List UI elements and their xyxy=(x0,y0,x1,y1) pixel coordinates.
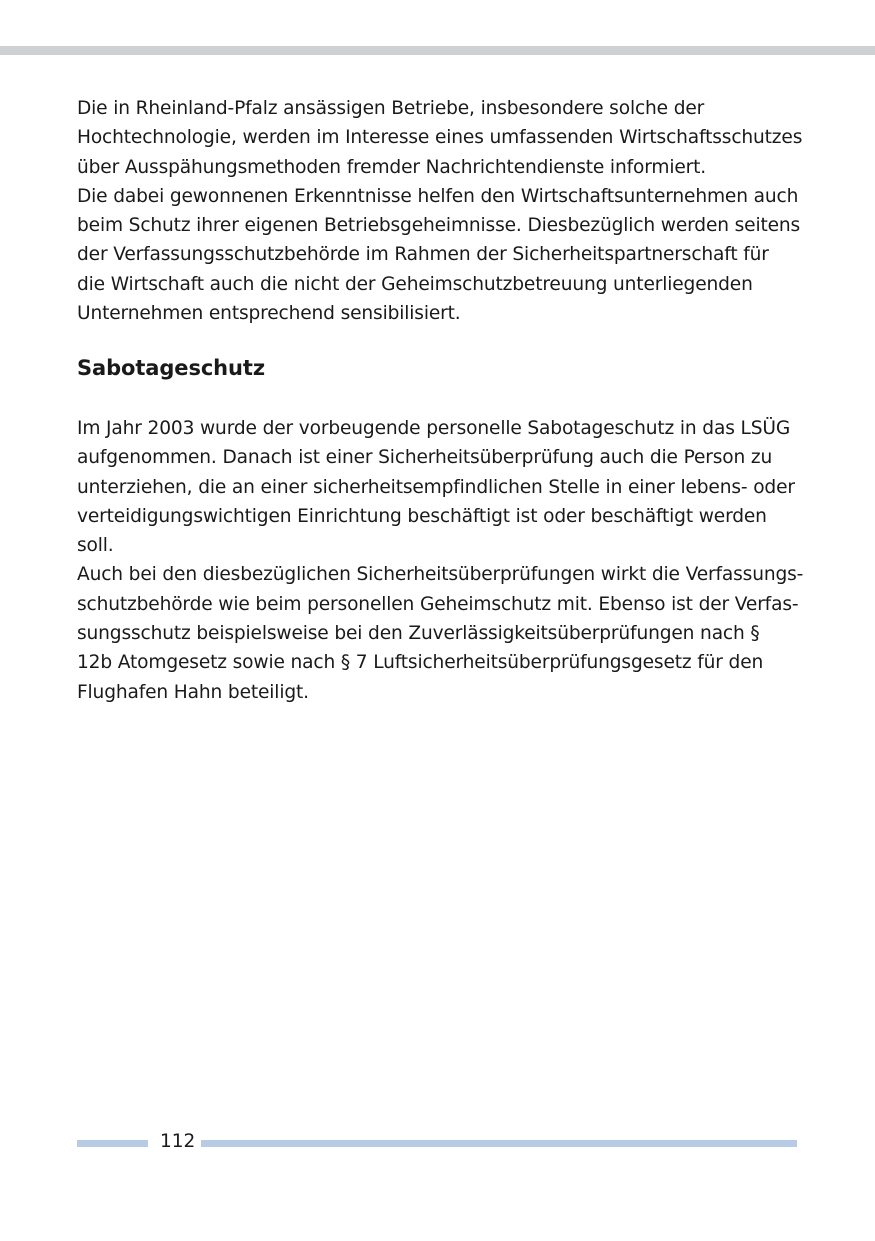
section-paragraph xyxy=(77,414,807,707)
text-line: aufgenommen. Danach ist einer Sicherheitsüberprüfung auch die Person zu xyxy=(77,447,773,469)
text-line: Unternehmen entsprechend sensibilisiert. xyxy=(77,303,461,325)
text-line: soll. xyxy=(77,535,114,557)
section-heading: Sabotageschutz xyxy=(77,356,265,380)
text-line: Auch bei den diesbezüglichen Sicherheitsüberprüfungen wirkt die Verfassungs- xyxy=(77,564,804,586)
text-line: Hochtechnologie, werden im Interesse eines umfassenden Wirtschaftsschutzes xyxy=(77,127,803,149)
text-line: verteidigungswichtigen Einrichtung beschäftigt ist oder beschäftigt werden xyxy=(77,505,767,527)
text-line: unterziehen, die an einer sicherheitsempfindlichen Stelle in einer lebens- oder xyxy=(77,476,795,498)
footer-bar-left xyxy=(77,1140,148,1147)
text-line: Die in Rheinland-Pfalz ansässigen Betriebe, insbesondere solche der xyxy=(77,98,705,119)
paragraph-text xyxy=(77,94,807,328)
text-line: schutzbehörde wie beim personellen Geheimschutz mit. Ebenso ist der Verfas- xyxy=(77,593,799,615)
footer-bar-right xyxy=(201,1140,797,1147)
top-rule xyxy=(0,46,875,55)
text-line: sungsschutz beispielsweise bei den Zuverlässigkeitsüberprüfungen nach § xyxy=(77,623,760,645)
page-footer xyxy=(77,1130,797,1154)
text-line: beim Schutz ihrer eigenen Betriebsgeheimnisse. Diesbezüglich werden seitens xyxy=(77,215,801,237)
paragraph-text xyxy=(77,414,807,707)
text-line: die Wirtschaft auch die nicht der Geheimschutzbetreuung unterliegenden xyxy=(77,273,753,295)
text-line: Flughafen Hahn beteiligt. xyxy=(77,681,309,703)
text-line: 12b Atomgesetz sowie nach § 7 Luftsicherheitsüberprüfungsgesetz für den xyxy=(77,652,764,674)
text-line: Die dabei gewonnenen Erkenntnisse helfen den Wirtschaftsunternehmen auch xyxy=(77,185,799,207)
section-heading-wrap xyxy=(77,353,265,383)
intro-paragraph xyxy=(77,94,807,328)
text-line: über Ausspähungsmethoden fremder Nachrichtendienste informiert. xyxy=(77,156,707,178)
text-line: Im Jahr 2003 wurde der vorbeugende personelle Sabotageschutz in das LSÜG xyxy=(77,418,791,439)
text-line: der Verfassungsschutzbehörde im Rahmen der Sicherheitspartnerschaft für xyxy=(77,244,769,266)
page-number: 112 xyxy=(160,1131,196,1152)
